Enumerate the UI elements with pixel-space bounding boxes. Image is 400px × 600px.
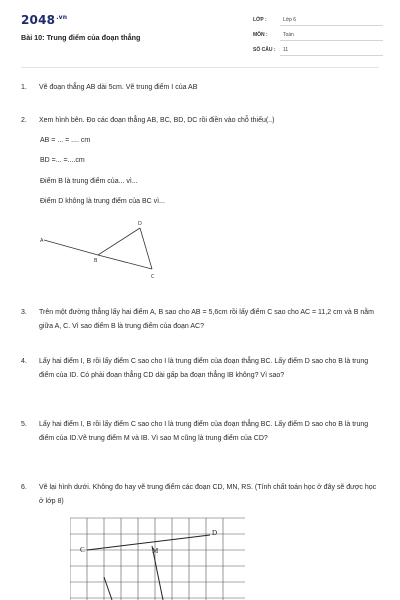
- label-c: C: [80, 546, 85, 554]
- label-c: C: [151, 274, 155, 280]
- fill-line-bd: BD =... =....cm: [40, 157, 85, 164]
- segment-rs: [104, 577, 112, 600]
- label-b: B: [94, 258, 98, 264]
- segment-cd: [87, 535, 210, 550]
- header-divider: [21, 67, 379, 68]
- meta-value: Toán: [283, 32, 294, 38]
- grid-lines: [70, 518, 245, 600]
- site-logo[interactable]: [21, 13, 67, 27]
- meta-value: 11: [283, 47, 289, 53]
- question-text: Vẽ lại hình dưới. Không đo hay vẽ trung điểm các đoạn CD, MN, RS. (Tính chất toán học ở đây sẽ được học ở lớp 8): [39, 484, 377, 505]
- meta-underline: [280, 25, 383, 26]
- logo-text: 2048: [21, 13, 56, 27]
- meta-key: LỚP :: [253, 17, 267, 23]
- question-text: Trên một đường thẳng lấy hai điểm A, B sao cho AB = 5,6cm rồi lấy điểm C sao cho AC = 11,2 cm và B nằm giữa A, C. Vì sao điểm B là trung điểm của đoạn AC?: [39, 309, 374, 330]
- meta-row-count: [253, 43, 383, 56]
- question-text: Lấy hai điểm I, B rồi lấy điểm C sao cho I là trung điểm của đoạn thẳng BC. Lấy điểm D sao cho B là trung điểm của ID. Có phải đoạn thẳng CD dài gấp ba đoạn thẳng IB không? Vì sao?: [39, 358, 369, 379]
- meta-row-subject: [253, 28, 383, 41]
- question-number: 3.: [21, 309, 27, 316]
- meta-key: SỐ CÂU :: [253, 47, 276, 53]
- question-number: 2.: [21, 117, 27, 124]
- meta-value: Lớp 6: [283, 17, 297, 23]
- fill-line-not-midpoint-d: Điểm D không là trung điểm của BC vì...: [40, 198, 165, 205]
- label-d: D: [138, 221, 142, 227]
- question-number: 6.: [21, 484, 27, 491]
- meta-row-class: [253, 13, 383, 26]
- meta-underline: [280, 55, 383, 56]
- meta-underline: [280, 40, 383, 41]
- label-a: A: [40, 238, 44, 244]
- fill-line-midpoint-b: Điểm B là trung điểm của... vì...: [40, 178, 138, 185]
- lesson-title: Bài 10: Trung điểm của đoạn thẳng: [21, 33, 141, 42]
- fill-line-ab: AB = ... = .... cm: [40, 137, 91, 144]
- segment-bc: [98, 255, 152, 269]
- question-text: Lấy hai điểm I, B rồi lấy điểm C sao cho I là trung điểm của đoạn thẳng BC. Lấy điểm D sao cho B là trung điểm của ID.Vẽ trung điểm M và IB. Vì sao M cũng là trung điểm của CD?: [39, 421, 369, 442]
- meta-key: MÔN :: [253, 32, 268, 38]
- logo-domain: .vn: [56, 14, 68, 21]
- grid-figure: [70, 513, 250, 600]
- label-m: M: [152, 547, 159, 555]
- segment-ab: [44, 240, 98, 255]
- segment-dc: [140, 228, 152, 269]
- triangle-figure: [38, 218, 168, 286]
- question-number: 5.: [21, 421, 27, 428]
- question-text: Vẽ đoạn thẳng AB dài 5cm. Vẽ trung điểm I của AB: [39, 84, 198, 91]
- label-d: D: [212, 529, 218, 537]
- segment-bd: [98, 228, 140, 255]
- question-number: 1.: [21, 84, 27, 91]
- question-text: Xem hình bên. Đo các đoạn thẳng AB, BC, BD, DC rồi điền vào chỗ thiếu(..): [39, 117, 275, 124]
- question-number: 4.: [21, 358, 27, 365]
